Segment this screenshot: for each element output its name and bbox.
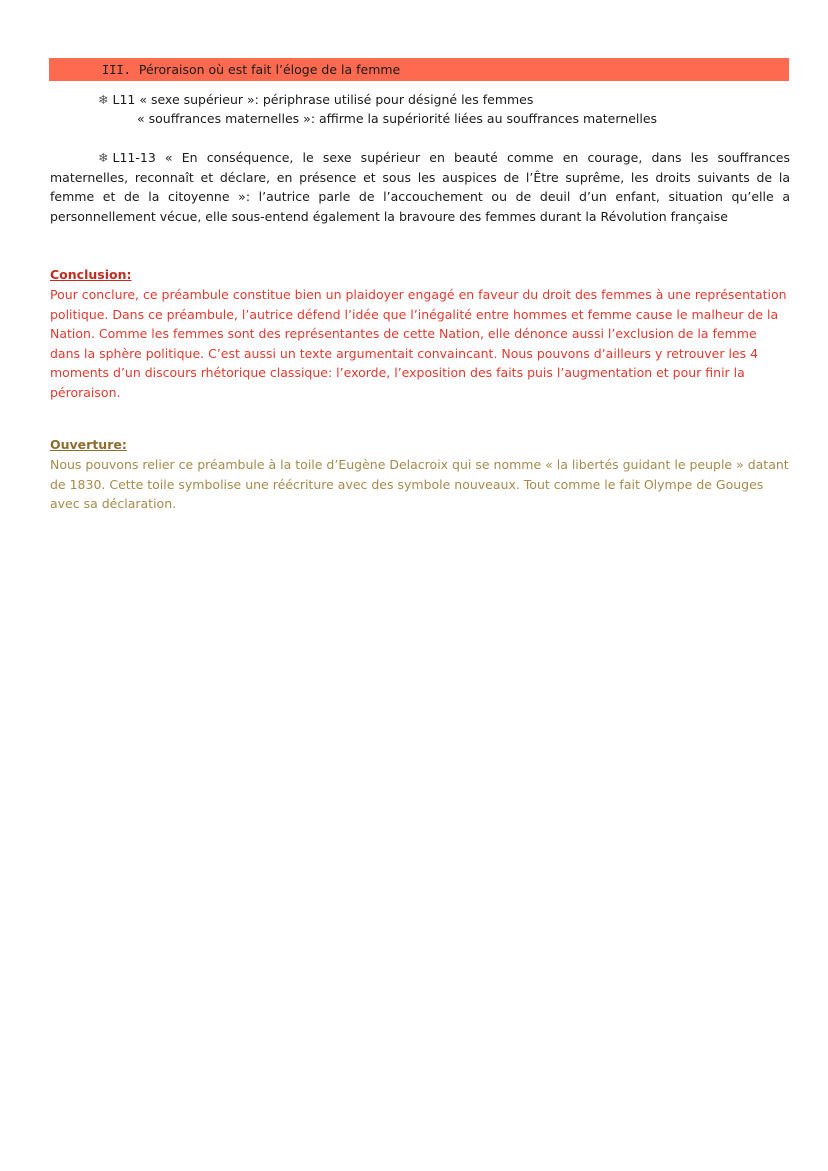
snowflake-icon: ❄ — [98, 150, 109, 165]
bullet-l11-text: L11 « sexe supérieur »: périphrase utilisé pour désigné les femmes — [112, 92, 534, 107]
ouverture-heading: Ouverture: — [50, 437, 127, 452]
section-numeral: III. — [102, 63, 131, 77]
bullet-l11-13-text: L11-13 « En conséquence, le sexe supérieur en beauté comme en courage, dans les souffrances maternelles, reconnaît et déclare, en présence et sous les auspices de l’Être suprême, les droits suivants de la femme et de la citoyenne »: l’autrice parle de l’accouchement ou de deuil d’un enfant, situation qu’elle a personnellement vécue, elle sous-entend également la bravoure des femmes durant la Révolution française — [50, 150, 790, 224]
section-title: Péroraison où est fait l’éloge de la femme — [138, 62, 401, 77]
snowflake-icon: ❄ — [98, 92, 109, 107]
bullet-l11-13 — [50, 148, 790, 226]
conclusion-heading: Conclusion: — [50, 267, 132, 282]
section-header-peroraison — [49, 58, 789, 81]
ouverture-paragraph: Nous pouvons relier ce préambule à la toile d’Eugène Delacroix qui se nomme « la libertés guidant le peuple » datant de 1830. Cette toile symbolise une réécriture avec des symbole nouveaux. Tout comme le fait Olympe de Gouges avec sa déclaration. — [50, 457, 789, 511]
conclusion-paragraph: Pour conclure, ce préambule constitue bien un plaidoyer engagé en faveur du droit des femmes à une représentation politique. Dans ce préambule, l’autrice défend l’idée que l’inégalité entre hommes et femme cause le malheur de la Nation. Comme les femmes sont des représentantes de cette Nation, elle dénonce aussi l’exclusion de la femme dans la sphère politique. C’est aussi un texte argumentait convaincant. Nous pouvons d’ailleurs y retrouver les 4 moments d’un discours rhétorique classique: l’exorde, l’exposition des faits puis l’augmentation et pour finir la péroraison. — [50, 287, 787, 400]
bullet-l11-line1 — [98, 90, 533, 110]
bullet-l11-line2: « souffrances maternelles »: affirme la supériorité liées au souffrances maternelles — [137, 111, 658, 126]
